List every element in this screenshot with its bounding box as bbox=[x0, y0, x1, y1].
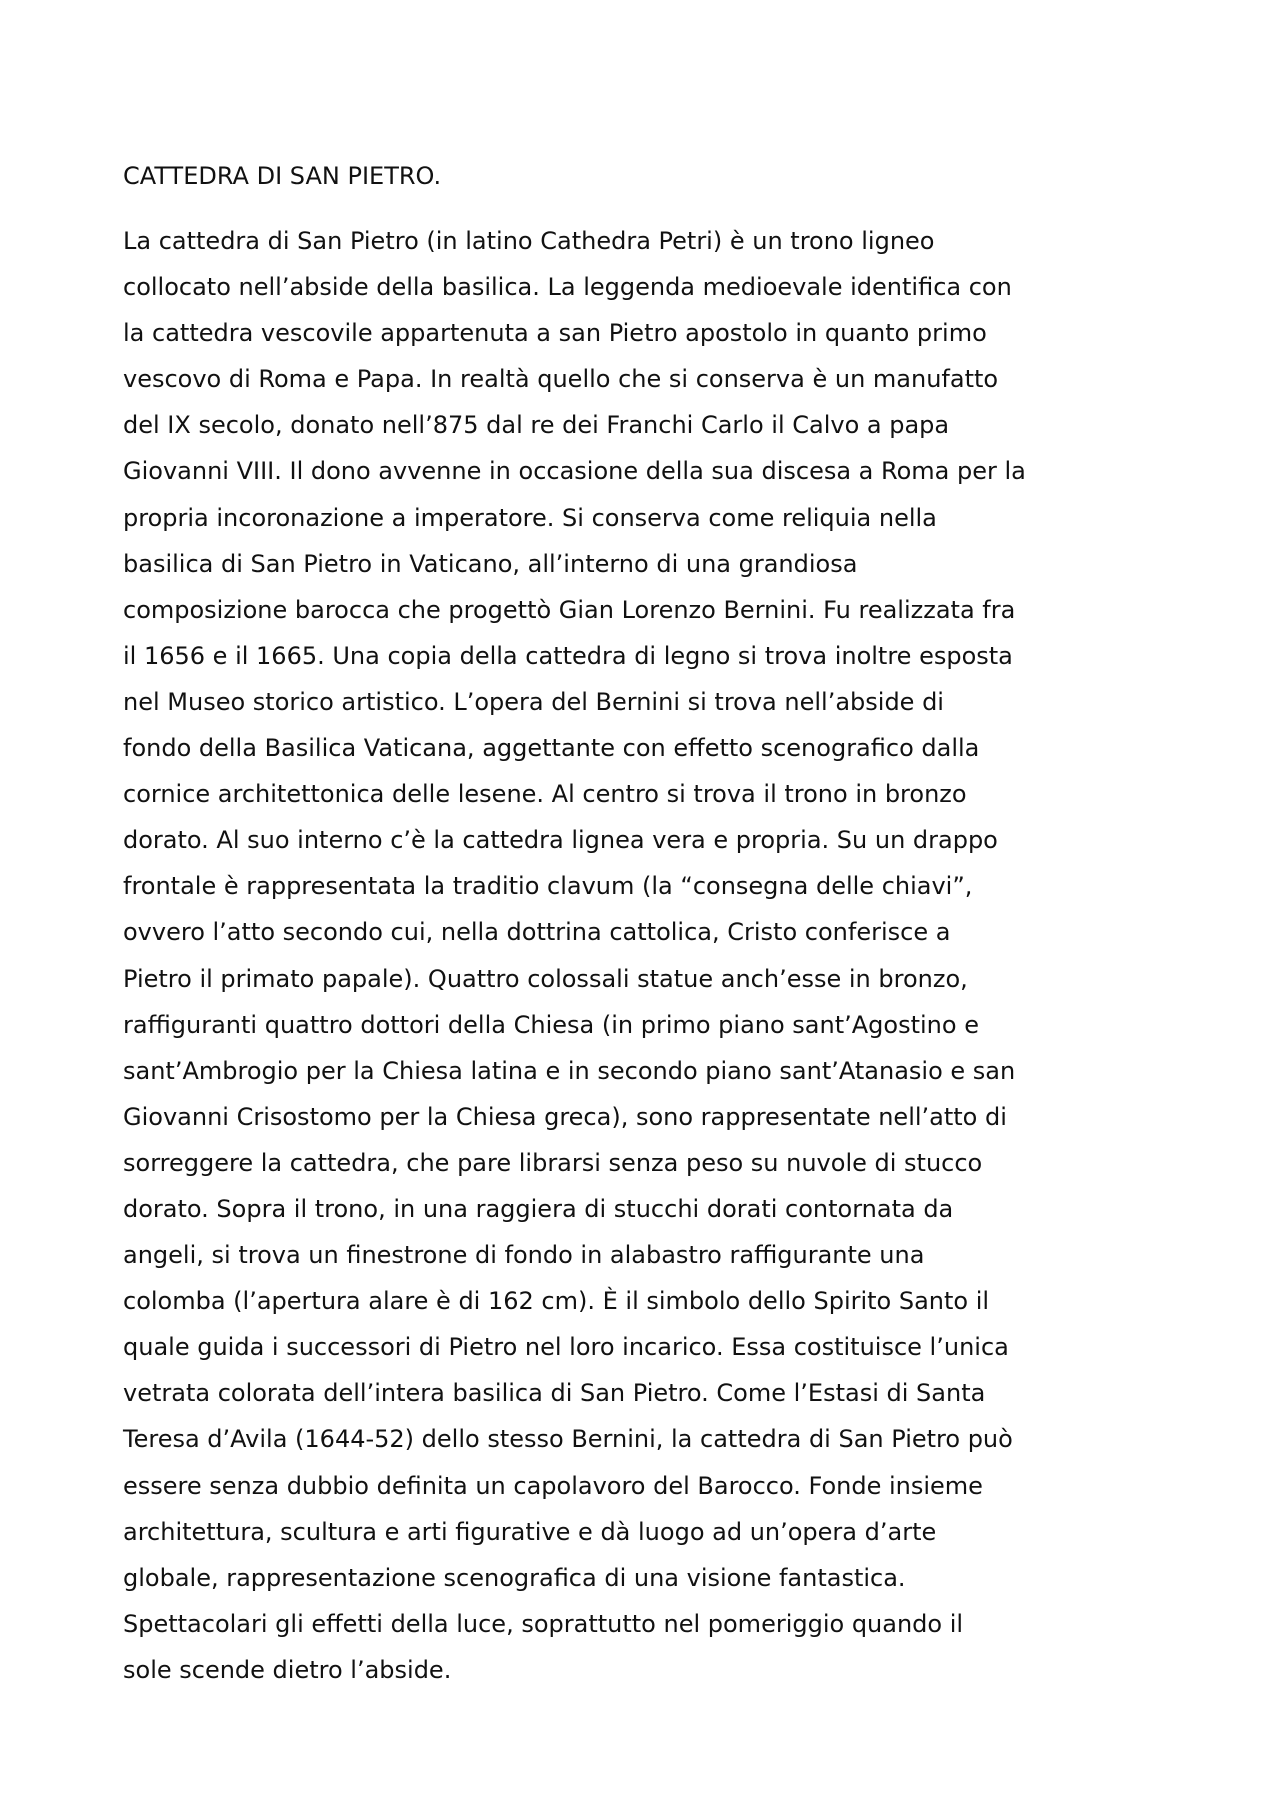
body-text-line: fondo della Basilica Vaticana, aggettante con effetto scenografico dalla bbox=[123, 734, 980, 763]
body-text-line: essere senza dubbio definita un capolavoro del Barocco. Fonde insieme bbox=[123, 1471, 983, 1500]
body-text-line: cornice architettonica delle lesene. Al centro si trova il trono in bronzo bbox=[123, 780, 967, 809]
body-text-line: vescovo di Roma e Papa. In realtà quello che si conserva è un manufatto bbox=[123, 365, 999, 394]
body-text-line: propria incoronazione a imperatore. Si conserva come reliquia nella bbox=[123, 503, 937, 532]
document-title: CATTEDRA DI SAN PIETRO. bbox=[123, 162, 442, 190]
body-text-line: collocato nell’abside della basilica. La leggenda medioevale identifica con bbox=[123, 273, 1012, 302]
body-text-line: sorreggere la cattedra, che pare librarsi senza peso su nuvole di stucco bbox=[123, 1148, 983, 1177]
body-text-line: Spettacolari gli effetti della luce, soprattutto nel pomeriggio quando il bbox=[123, 1609, 964, 1638]
body-text-line: dorato. Sopra il trono, in una raggiera di stucchi dorati contornata da bbox=[123, 1194, 954, 1223]
body-text-line: Giovanni VIII. Il dono avvenne in occasione della sua discesa a Roma per la bbox=[123, 457, 1026, 486]
body-text-line: sole scende dietro l’abside. bbox=[123, 1655, 452, 1684]
body-text-line: colomba (l’apertura alare è di 162 cm). È il simbolo dello Spirito Santo il bbox=[123, 1287, 990, 1316]
body-text-line: composizione barocca che progettò Gian Lorenzo Bernini. Fu realizzata fra bbox=[123, 595, 1016, 624]
body-text-line: la cattedra vescovile appartenuta a san Pietro apostolo in quanto primo bbox=[123, 319, 987, 348]
body-text-line: ovvero l’atto secondo cui, nella dottrina cattolica, Cristo conferisce a bbox=[123, 918, 951, 947]
body-text-line: quale guida i successori di Pietro nel loro incarico. Essa costituisce l’unica bbox=[123, 1333, 1009, 1362]
body-text-line: basilica di San Pietro in Vaticano, all’interno di una grandiosa bbox=[123, 549, 858, 578]
body-text-line: Pietro il primato papale). Quattro colossali statue anch’esse in bronzo, bbox=[123, 964, 968, 993]
document-body bbox=[123, 218, 1173, 1693]
body-text-line: raffiguranti quattro dottori della Chiesa (in primo piano sant’Agostino e bbox=[123, 1010, 979, 1039]
body-text-line: angeli, si trova un finestrone di fondo in alabastro raffigurante una bbox=[123, 1241, 925, 1270]
body-text-line: La cattedra di San Pietro (in latino Cathedra Petri) è un trono ligneo bbox=[123, 227, 935, 255]
body-text-line: il 1656 e il 1665. Una copia della cattedra di legno si trova inoltre esposta bbox=[123, 641, 1013, 670]
body-text-line: Teresa d’Avila (1644-52) dello stesso Bernini, la cattedra di San Pietro può bbox=[123, 1425, 1013, 1454]
body-text-line: dorato. Al suo interno c’è la cattedra lignea vera e propria. Su un drappo bbox=[123, 826, 998, 855]
body-text-line: frontale è rappresentata la traditio clavum (la “consegna delle chiavi”, bbox=[123, 872, 973, 901]
body-text-line: architettura, scultura e arti figurative e dà luogo ad un’opera d’arte bbox=[123, 1517, 937, 1546]
body-text-line: nel Museo storico artistico. L’opera del Bernini si trova nell’abside di bbox=[123, 687, 944, 716]
body-text-line: globale, rappresentazione scenografica di una visione fantastica. bbox=[123, 1563, 906, 1592]
body-text-line: vetrata colorata dell’intera basilica di San Pietro. Come l’Estasi di Santa bbox=[123, 1379, 986, 1408]
body-text-line: sant’Ambrogio per la Chiesa latina e in secondo piano sant’Atanasio e san bbox=[123, 1056, 1016, 1085]
body-text-line: del IX secolo, donato nell’875 dal re dei Franchi Carlo il Calvo a papa bbox=[123, 411, 950, 440]
body-text-line: Giovanni Crisostomo per la Chiesa greca), sono rappresentate nell’atto di bbox=[123, 1102, 1007, 1131]
